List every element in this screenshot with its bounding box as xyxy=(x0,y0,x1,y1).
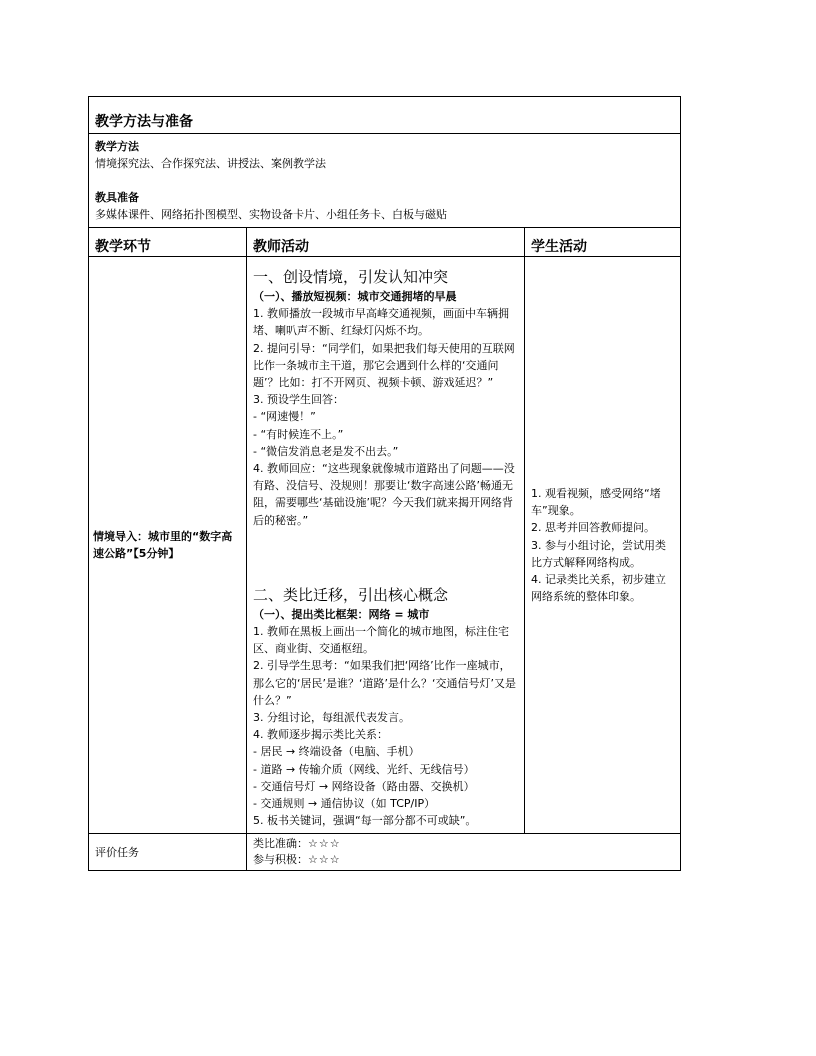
methods-text: 情境探究法、合作探究法、讲授法、案例教学法 xyxy=(95,157,326,170)
evaluation-row xyxy=(89,834,681,871)
part2-line: 4. 教师逐步揭示类比关系： xyxy=(253,728,388,742)
part2-title: 二、类比迁移，引出核心概念 xyxy=(253,585,449,604)
header-stage: 教学环节 xyxy=(95,239,151,255)
evaluation-item-label: 参与积极： xyxy=(253,853,308,867)
part1-title: 一、创设情境，引发认知冲突 xyxy=(253,268,449,286)
student-line: 2. 思考并回答教师提问。 xyxy=(531,521,655,535)
part2-line: 5. 板书关键词，强调“每一部分都不可或缺”。 xyxy=(253,814,477,828)
content-row xyxy=(89,257,681,834)
student-line: 4. 记录类比关系，初步建立网络系统的整体印象。 xyxy=(531,573,666,604)
preparation-block xyxy=(89,134,680,227)
part1-line: 2. 提问引导：“同学们，如果把我们每天使用的互联网比作一条城市主干道，那它会遇到什么样的‘交通问题’？比如：打不开网页、视频卡顿、游戏延迟？” xyxy=(253,341,515,390)
star-rating: ☆☆☆ xyxy=(308,837,341,851)
part2-line: 2. 引导学生思考：“如果我们把‘网络’比作一座城市，那么它的‘居民’是谁？‘道路’是什么？‘交通信号灯’又是什么？” xyxy=(253,659,516,707)
part1-line: - “有时候连不上。” xyxy=(253,427,344,441)
stage-label: 情境导入：城市里的“数字高速公路”【5分钟】 xyxy=(93,530,233,561)
part2-line: - 居民 → 终端设备（电脑、手机） xyxy=(253,745,420,759)
part1-subtitle: （一）、播放短视频：城市交通拥堵的早晨 xyxy=(253,290,457,303)
part1-line: 1. 教师播放一段城市早高峰交通视频，画面中车辆拥堵、喇叭声不断、红绿灯闪烁不均。 xyxy=(253,307,509,338)
part1-line: 3. 预设学生回答： xyxy=(253,393,344,407)
part1-line: 4. 教师回应：“这些现象就像城市道路出了问题——没有路、没信号、没规则！那要让‘数字高速公路’畅通无阻，需要哪些‘基础设施’呢？今天我们就来揭开网络背后的秘密。” xyxy=(253,462,515,527)
methods-title: 教学方法 xyxy=(95,140,139,153)
section-title: 教学方法与准备 xyxy=(95,114,193,130)
header-teacher: 教师活动 xyxy=(253,239,309,255)
teacher-activity xyxy=(247,257,524,833)
header-student: 学生活动 xyxy=(531,239,587,255)
evaluation-item-label: 类比准确： xyxy=(253,837,308,851)
tools-title: 教具准备 xyxy=(95,191,139,204)
evaluation-item xyxy=(253,836,674,852)
preparation-row xyxy=(89,134,681,228)
part2-line: - 交通信号灯 → 网络设备（路由器、交换机） xyxy=(253,779,475,793)
star-rating: ☆☆☆ xyxy=(308,853,341,867)
evaluation-label: 评价任务 xyxy=(95,846,139,860)
student-line: 3. 参与小组讨论，尝试用类比方式解释网络构成。 xyxy=(531,538,666,569)
header-row xyxy=(89,228,681,257)
part2-line: - 交通规则 → 通信协议（如 TCP/IP） xyxy=(253,797,436,811)
part2-line: 3. 分组讨论，每组派代表发言。 xyxy=(253,711,410,725)
part2-line: 1. 教师在黑板上画出一个简化的城市地图，标注住宅区、商业街、交通枢纽。 xyxy=(253,625,509,656)
part2-subtitle: （一）、提出类比框架：网络 = 城市 xyxy=(253,607,430,621)
tools-text: 多媒体课件、网络拓扑图模型、实物设备卡片、小组任务卡、白板与磁贴 xyxy=(95,208,447,221)
student-line: 1. 观看视频，感受网络“堵车”现象。 xyxy=(531,487,661,518)
part1-line: - “微信发消息老是发不出去。” xyxy=(253,444,399,458)
part1-line: - “网速慢！” xyxy=(253,410,316,424)
student-activity xyxy=(531,485,674,605)
evaluation-item xyxy=(253,852,674,868)
lesson-plan-page xyxy=(88,96,680,871)
part2-line: - 道路 → 传输介质（网线、光纤、无线信号） xyxy=(253,762,475,776)
section-title-row xyxy=(89,97,681,134)
lesson-plan-table xyxy=(88,96,681,871)
